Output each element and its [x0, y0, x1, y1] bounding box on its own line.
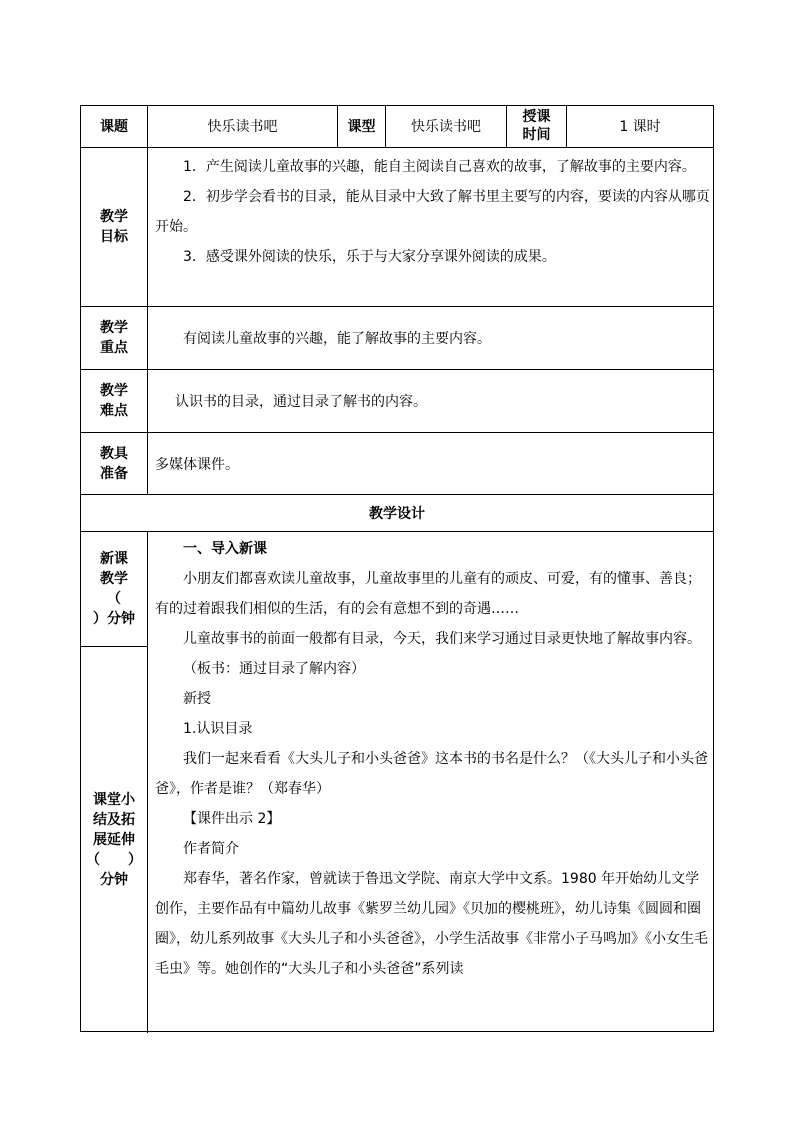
summary-label: 课堂小 结及拓 展延伸 （ ） 分钟	[86, 792, 142, 888]
goals-text	[155, 152, 713, 272]
title-value: 快乐读书吧	[207, 119, 278, 135]
row-divider	[81, 306, 713, 307]
goal-item: 2．初步学会看书的目录，能从目录中大致了解书里主要写的内容，要读的内容从哪页开始。	[155, 189, 710, 235]
time-value: 1 课时	[619, 119, 661, 135]
difficulties-text: 认识书的目录，通过目录了解书的内容。	[175, 394, 427, 410]
type-value: 快乐读书吧	[411, 119, 481, 135]
col-divider	[147, 106, 148, 494]
key-points-text: 有阅读儿童故事的兴趣，能了解故事的主要内容。	[183, 331, 491, 347]
time-label: 授课 时间	[522, 109, 551, 143]
design-content: 一、导入新课 小朋友们都喜欢读儿童故事，儿童故事里的儿童有的顽皮、可爱，有的懂事、善良；有的过着跟我们相似的生活，有的会有意想不到的奇遇…… 儿童故事书的前面一般都有目录，今天，我们来学习通过目录更快地了解故事内容。 （板书：通过目录了解内容） 新授 1.认识目录 我们一起来看看《大头儿子和小头爸爸》这本书的书名是什么？（《大头儿子和小头爸爸》，作者是谁？（郑春华） 【课件出示 2】 作者简介 郑春华，著名作家，曾就读于鲁迅文学院、南京大学中文系。1980 年开始幼儿文学创作，主要作品有中篇幼儿故事《紫罗兰幼儿园》《贝加的樱桃班》，幼儿诗集《圆圆和圈圈》，幼儿系列故事《大头儿子和小头爸爸》，小学生活故事《非常小子马鸣加》《小女生毛毛虫》等。她创作的“大头儿子和小头爸爸”系列读	[155, 534, 713, 984]
row-divider	[81, 531, 713, 532]
materials-label: 教具 准备	[100, 445, 128, 482]
goals-label: 教学 目标	[100, 209, 128, 245]
key-points-label: 教学 重点	[100, 320, 128, 356]
row-divider	[81, 147, 713, 148]
design-title: 教学设计	[369, 506, 425, 522]
new-lesson-label: 新课 教学 （ ）分钟	[93, 551, 135, 627]
row-divider	[81, 369, 713, 370]
goal-item: 3．感受课外阅读的快乐，乐于与大家分享课外阅读的成果。	[183, 249, 556, 265]
col-divider	[147, 531, 148, 1033]
goal-item: 1．产生阅读儿童故事的兴趣，能自主阅读自己喜欢的故事，了解故事的主要内容。	[183, 159, 696, 175]
lesson-plan-table	[80, 105, 714, 1032]
title-label: 课题	[100, 119, 128, 135]
section-heading: 一、导入新课	[183, 541, 267, 557]
difficulties-label: 教学 难点	[100, 383, 128, 419]
type-label: 课型	[347, 119, 376, 135]
materials-text: 多媒体课件。	[155, 457, 239, 473]
row-divider	[81, 432, 713, 433]
